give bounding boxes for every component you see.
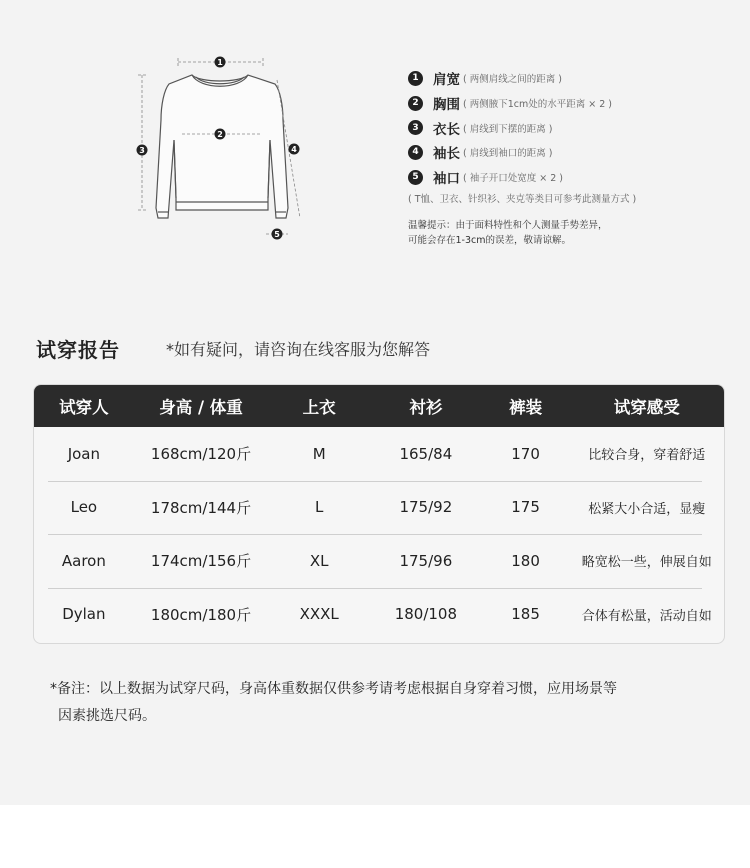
- svg-text:2: 2: [217, 130, 223, 139]
- cell-feeling: 合体有松量，活动自如: [581, 608, 712, 624]
- cell-top: XXXL: [299, 605, 339, 624]
- cell-shirt: 165/84: [399, 444, 453, 463]
- cell-tester: Dylan: [62, 605, 106, 624]
- cell-shirt: 180/108: [394, 605, 458, 624]
- cell-feeling: 松紧大小合适，显瘦: [588, 501, 706, 517]
- report-note: *如有疑问，请咨询在线客服为您解答: [166, 340, 431, 359]
- cell-top: L: [315, 498, 324, 517]
- footer-note-line: *备注：以上数据为试穿尺码，身高体重数据仅供参考请考虑根据自身穿着习惯，应用场景等: [50, 681, 617, 697]
- footer-note: [50, 676, 710, 730]
- header-pants: 裤装: [509, 398, 543, 417]
- svg-text:3: 3: [139, 146, 145, 155]
- cell-top: XL: [309, 551, 329, 570]
- cell-shirt: 175/96: [399, 551, 453, 570]
- cell-pants: 180: [511, 551, 540, 570]
- cell-pants: 170: [511, 444, 540, 463]
- legend-item-desc: ( 两侧肩线之间的距离 ): [463, 74, 562, 86]
- svg-text:4: 4: [291, 145, 297, 154]
- legend-item-chest: [408, 91, 738, 116]
- sweater-outline: [156, 75, 288, 218]
- cell-tester: Aaron: [61, 551, 106, 570]
- header-tester: 试穿人: [59, 398, 109, 417]
- footer-note-line: 因素挑选尺码。: [58, 708, 156, 724]
- legend-item-desc: ( 肩线到下摆的距离 ): [463, 123, 553, 135]
- number-badge-icon: 5: [408, 170, 423, 185]
- report-title: 试穿报告: [36, 338, 120, 362]
- legend-item-length: [408, 115, 738, 140]
- cell-height-weight: 174cm/156斤: [150, 552, 252, 571]
- legend-item-sleeve: [408, 140, 738, 165]
- svg-text:5: 5: [274, 230, 280, 239]
- legend-item-shoulder: [408, 66, 738, 91]
- cell-height-weight: 178cm/144斤: [150, 498, 252, 517]
- svg-text:1: 1: [217, 58, 223, 67]
- table-row: [34, 534, 724, 588]
- cell-tester: Joan: [67, 444, 101, 463]
- measurement-tip: [408, 218, 738, 248]
- marker-4: [289, 144, 300, 155]
- cell-feeling: 比较合身，穿着舒适: [588, 448, 706, 464]
- cell-feeling: 略宽松一些，伸展自如: [581, 555, 712, 571]
- number-badge-icon: 2: [408, 96, 423, 111]
- legend-item-cuff: [408, 165, 738, 190]
- header-height-weight: 身高 / 体重: [159, 398, 243, 417]
- cell-shirt: 175/92: [399, 498, 453, 517]
- legend-item-desc: ( 两侧腋下1cm处的水平距离 × 2 ): [463, 99, 613, 111]
- marker-1: [215, 57, 226, 68]
- header-shirt: 衬衫: [409, 398, 443, 417]
- marker-3: [137, 145, 148, 156]
- sweater-measurement-diagram: [130, 50, 310, 250]
- legend-footnote: ( T恤、卫衣、针织衫、夹克等类目可参考此测量方式 ): [408, 194, 637, 206]
- header-top: 上衣: [302, 398, 336, 417]
- legend-item-name: 袖长: [433, 146, 460, 163]
- header-feeling: 试穿感受: [613, 398, 680, 417]
- cell-top: M: [312, 444, 326, 463]
- number-badge-icon: 4: [408, 145, 423, 160]
- cell-tester: Leo: [70, 498, 98, 517]
- table-row: [34, 588, 724, 642]
- legend-item-name: 胸围: [433, 97, 460, 114]
- table-row: [34, 427, 724, 481]
- cell-pants: 185: [511, 605, 540, 624]
- cell-pants: 175: [511, 498, 540, 517]
- number-badge-icon: 3: [408, 120, 423, 135]
- legend-item-desc: ( 肩线到袖口的距离 ): [463, 148, 553, 160]
- legend-item-name: 袖口: [433, 171, 460, 188]
- marker-5: [272, 229, 283, 240]
- table-header: [34, 385, 724, 427]
- try-on-table: [33, 384, 725, 644]
- measurement-legend: [408, 66, 738, 248]
- tip-line: 温馨提示：由于面料特性和个人测量手势差异，: [408, 220, 608, 232]
- table-row: [34, 481, 724, 535]
- legend-item-name: 肩宽: [433, 72, 460, 89]
- legend-item-desc: ( 袖子开口处宽度 × 2 ): [463, 173, 563, 185]
- number-badge-icon: 1: [408, 71, 423, 86]
- cell-height-weight: 168cm/120斤: [150, 445, 252, 464]
- legend-item-name: 衣长: [433, 121, 460, 138]
- marker-2: [215, 129, 226, 140]
- tip-line: 可能会存在1-3cm的误差，敬请谅解。: [408, 235, 571, 247]
- cell-height-weight: 180cm/180斤: [150, 605, 252, 624]
